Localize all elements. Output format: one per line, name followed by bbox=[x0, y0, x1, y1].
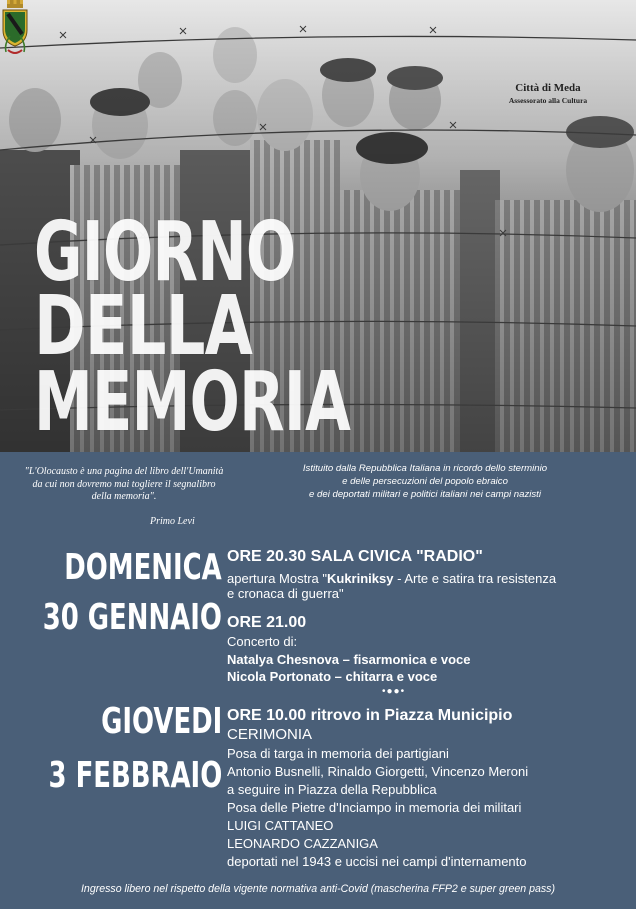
event2-line-1: Posa di targa in memoria dei partigiani bbox=[227, 746, 449, 761]
performer-2: Nicola Portonato – chitarra e voce bbox=[227, 669, 438, 684]
event2-line-2: Antonio Busnelli, Rinaldo Giorgetti, Vincenzo Meroni bbox=[227, 764, 529, 779]
title-line-2: DELLA bbox=[34, 279, 253, 374]
historical-photo bbox=[0, 0, 636, 452]
institution-line-1: Istituito dalla Repubblica Italiana in ricordo dello sterminio bbox=[302, 463, 548, 474]
event2-line-5: LUIGI CATTANEO bbox=[227, 818, 334, 833]
separator-dots: •●●• bbox=[382, 686, 406, 697]
event1-first-heading: ORE 20.30 SALA CIVICA "RADIO" bbox=[227, 548, 483, 565]
event2-day: GIOVEDI bbox=[100, 701, 222, 742]
coat-of-arms-icon bbox=[0, 0, 30, 62]
desc-bold: Kukriniksy bbox=[327, 571, 394, 586]
institution-line-3: e dei deportati militari e politici italiani nei campi nazisti bbox=[309, 489, 541, 500]
event1-first-description bbox=[227, 571, 556, 586]
performer-1: Natalya Chesnova – fisarmonica e voce bbox=[227, 652, 471, 667]
primo-levi-quote: "L'Olocausto è una pagina del libro dell'Umanità da cui non dovremo mai togliere il segnalibro della memoria". bbox=[24, 466, 224, 502]
event2-line-7: deportati nel 1943 e uccisi nei campi d'internamento bbox=[227, 854, 527, 869]
title-line-1: GIORNO bbox=[34, 205, 296, 300]
event2-line-3: a seguire in Piazza della Repubblica bbox=[227, 782, 437, 797]
event1-second-description: Concerto di: bbox=[227, 634, 298, 649]
footer-note: Ingresso libero nel rispetto della vigente normativa anti-Covid (mascherina FFP2 e super green pass) bbox=[80, 883, 555, 895]
desc-suffix: - Arte e satira tra resistenza bbox=[393, 571, 557, 586]
event1-date: 30 GENNAIO bbox=[42, 597, 222, 638]
event2-line-4: Posa delle Pietre d'Inciampo in memoria dei militari bbox=[227, 800, 522, 815]
quote-author: Primo Levi bbox=[150, 516, 195, 527]
institution-line-2: e delle persecuzioni del popolo ebraico bbox=[342, 476, 508, 487]
event2-subheading: CERIMONIA bbox=[227, 726, 313, 743]
desc-prefix: apertura Mostra " bbox=[227, 571, 327, 586]
event1-first-description-line2: e cronaca di guerra" bbox=[227, 586, 344, 601]
event1-second-heading: ORE 21.00 bbox=[227, 614, 307, 631]
institution-note bbox=[240, 462, 610, 501]
event1-day: DOMENICA bbox=[64, 547, 222, 588]
city-name: Città di Meda bbox=[515, 82, 581, 94]
department-name: Assessorato alla Cultura bbox=[508, 96, 588, 105]
event2-line-6: LEONARDO CAZZANIGA bbox=[227, 836, 378, 851]
event2-heading: ORE 10.00 ritrovo in Piazza Municipio bbox=[227, 707, 513, 724]
event2-date: 3 FEBBRAIO bbox=[48, 755, 222, 796]
title-line-3: MEMORIA bbox=[34, 355, 351, 450]
